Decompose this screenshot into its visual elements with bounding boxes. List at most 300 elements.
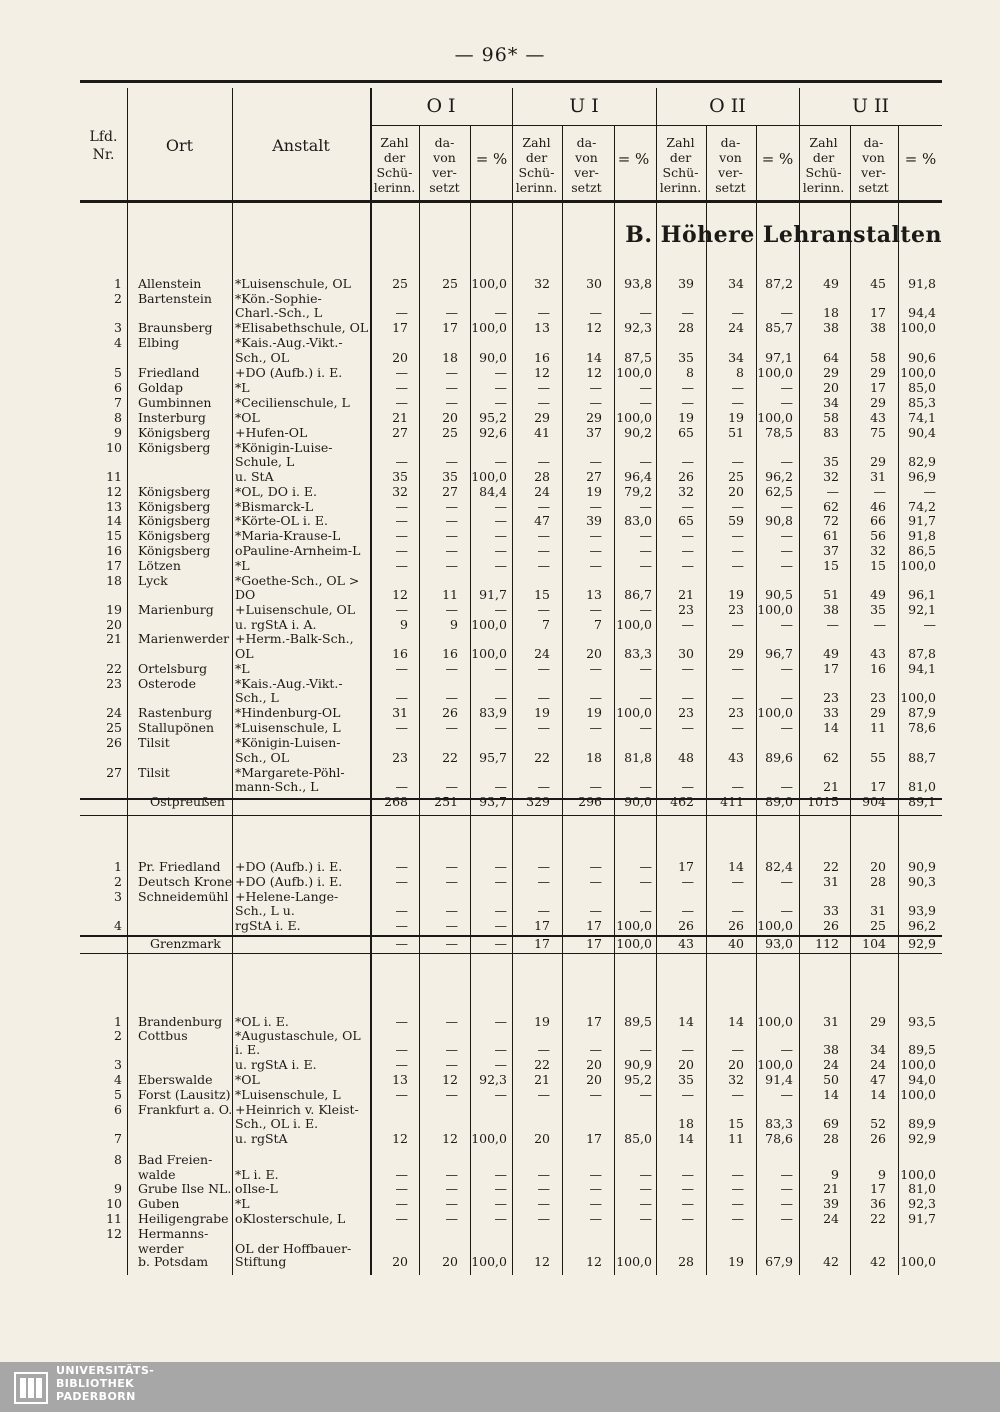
- value-cell: —: [537, 720, 550, 735]
- value-cell: 91,7: [908, 513, 936, 528]
- value-cell: 11: [728, 1131, 744, 1146]
- header-word: setzt: [715, 180, 746, 195]
- table-row: [80, 336, 942, 350]
- value-cell: 19: [678, 410, 694, 425]
- value-cell: —: [445, 903, 458, 918]
- value-cell: —: [395, 558, 408, 573]
- value-cell: 59: [728, 513, 744, 528]
- value-cell: 29: [534, 410, 550, 425]
- value-cell: 95,2: [624, 1072, 652, 1087]
- value-cell: —: [731, 543, 744, 558]
- value-cell: 100,0: [616, 936, 652, 951]
- value-cell: —: [681, 903, 694, 918]
- value-cell: —: [923, 617, 936, 632]
- value-cell: —: [445, 859, 458, 874]
- value-cell: —: [780, 903, 793, 918]
- value-cell: —: [445, 305, 458, 320]
- value-cell: —: [826, 617, 839, 632]
- header-word: der: [812, 150, 835, 165]
- value-cell: 51: [728, 425, 744, 440]
- value-cell: —: [589, 602, 602, 617]
- row-number: 25: [106, 720, 122, 735]
- value-cell: 22: [534, 1057, 550, 1072]
- value-cell: 31: [823, 874, 839, 889]
- header-word: da-: [434, 135, 455, 150]
- value-cell: —: [589, 558, 602, 573]
- value-cell: 92,3: [908, 1196, 936, 1211]
- value-cell: 35: [442, 469, 458, 484]
- value-cell: —: [780, 1167, 793, 1182]
- value-cell: 268: [384, 794, 408, 809]
- row-number: 10: [106, 440, 122, 455]
- value-cell: 17: [823, 661, 839, 676]
- value-cell: —: [445, 602, 458, 617]
- value-cell: 90,9: [908, 859, 936, 874]
- value-cell: —: [639, 1042, 652, 1057]
- table-row: [80, 632, 942, 646]
- value-cell: —: [395, 1167, 408, 1182]
- value-cell: —: [494, 602, 507, 617]
- value-cell: —: [780, 543, 793, 558]
- value-cell: 95,7: [479, 750, 507, 765]
- row-number: 9: [114, 1181, 122, 1196]
- value-cell: —: [395, 874, 408, 889]
- table-row: [80, 455, 942, 469]
- value-cell: —: [494, 1014, 507, 1029]
- row-anstalt: *Bismarck-L: [235, 499, 314, 514]
- value-cell: 81,8: [624, 750, 652, 765]
- value-cell: 14: [823, 1087, 839, 1102]
- value-cell: 12: [586, 365, 602, 380]
- value-cell: 38: [870, 320, 886, 335]
- value-cell: 11: [442, 587, 458, 602]
- value-cell: 92,6: [479, 425, 507, 440]
- row-anstalt: Sch., OL: [235, 750, 290, 765]
- value-cell: —: [445, 1211, 458, 1226]
- value-cell: 65: [678, 513, 694, 528]
- region-total-label: Grenzmark: [150, 936, 221, 951]
- value-cell: —: [445, 661, 458, 676]
- value-cell: 16: [392, 646, 408, 661]
- value-cell: —: [445, 874, 458, 889]
- value-cell: —: [445, 395, 458, 410]
- value-cell: —: [537, 528, 550, 543]
- value-cell: —: [494, 661, 507, 676]
- header-lfd-nr: [80, 128, 127, 164]
- table-top-rule: [80, 80, 942, 83]
- row-anstalt: Sch., OL i. E.: [235, 1116, 319, 1131]
- header-word: ver-: [432, 165, 457, 180]
- value-cell: 74,2: [908, 499, 936, 514]
- value-cell: 32: [392, 484, 408, 499]
- value-cell: —: [445, 918, 458, 933]
- value-cell: 90,2: [624, 425, 652, 440]
- value-cell: —: [494, 720, 507, 735]
- value-cell: 49: [870, 587, 886, 602]
- value-cell: 15: [870, 558, 886, 573]
- value-cell: 91,8: [908, 528, 936, 543]
- row-number: 24: [106, 705, 122, 720]
- value-cell: —: [780, 690, 793, 705]
- row-number: 27: [106, 765, 122, 780]
- value-cell: 21: [392, 410, 408, 425]
- value-cell: 49: [823, 276, 839, 291]
- header-word: von: [719, 150, 742, 165]
- value-cell: —: [445, 365, 458, 380]
- row-anstalt: *Hindenburg-OL: [235, 705, 341, 720]
- table-row: [80, 529, 942, 543]
- table-row: [80, 1015, 942, 1029]
- row-anstalt: *Kön.-Sophie-: [235, 291, 322, 306]
- table-row: [80, 1103, 942, 1117]
- group-header-uii: U II: [851, 95, 890, 117]
- value-cell: —: [494, 859, 507, 874]
- table-row: [80, 292, 942, 306]
- table-row: [80, 588, 942, 602]
- value-cell: —: [589, 528, 602, 543]
- value-cell: 17: [534, 936, 550, 951]
- row-ort: Forst (Lausitz): [138, 1087, 231, 1102]
- value-cell: 20: [442, 1254, 458, 1269]
- value-cell: —: [445, 1196, 458, 1211]
- value-cell: 16: [870, 661, 886, 676]
- value-cell: —: [639, 690, 652, 705]
- value-cell: —: [395, 1211, 408, 1226]
- value-cell: 89,5: [624, 1014, 652, 1029]
- value-cell: —: [395, 903, 408, 918]
- value-cell: 45: [870, 276, 886, 291]
- value-cell: 24: [823, 1057, 839, 1072]
- value-cell: —: [445, 528, 458, 543]
- row-anstalt: Schule, L: [235, 454, 295, 469]
- row-ort: Goldap: [138, 380, 183, 395]
- value-cell: 74,1: [908, 410, 936, 425]
- value-cell: 14: [586, 350, 602, 365]
- row-anstalt: Sch., OL: [235, 350, 290, 365]
- table-row: [80, 1043, 942, 1057]
- value-cell: —: [537, 380, 550, 395]
- table-row: [80, 766, 942, 780]
- value-cell: —: [780, 1211, 793, 1226]
- table-row: [80, 780, 942, 794]
- value-cell: 58: [870, 350, 886, 365]
- value-cell: 29: [870, 1014, 886, 1029]
- table-row: [80, 321, 942, 335]
- value-cell: 7: [542, 617, 550, 632]
- value-cell: 25: [728, 469, 744, 484]
- group-header-oii: O II: [709, 95, 746, 117]
- value-cell: 14: [728, 859, 744, 874]
- value-cell: 85,0: [908, 380, 936, 395]
- value-cell: —: [639, 499, 652, 514]
- library-name-line2: BIBLIOTHEK: [56, 1377, 135, 1390]
- section-title: B. Höhere Lehranstalten: [625, 222, 942, 248]
- header-pct-oii: = %: [761, 150, 794, 168]
- header-word: ver-: [574, 165, 599, 180]
- value-cell: 75: [870, 425, 886, 440]
- value-cell: —: [445, 936, 458, 951]
- table-row: [80, 1073, 942, 1087]
- value-cell: 12: [534, 1254, 550, 1269]
- value-cell: 34: [823, 395, 839, 410]
- row-anstalt: *Kais.-Aug.-Vikt.-: [235, 676, 343, 691]
- value-cell: 24: [823, 1211, 839, 1226]
- row-anstalt: Sch., L u.: [235, 903, 295, 918]
- value-cell: 112: [815, 936, 839, 951]
- row-anstalt: *L: [235, 380, 250, 395]
- value-cell: 37: [586, 425, 602, 440]
- value-cell: 9: [878, 1167, 886, 1182]
- value-cell: —: [639, 305, 652, 320]
- value-cell: 28: [678, 1254, 694, 1269]
- row-ort: Lötzen: [138, 558, 181, 573]
- value-cell: 23: [678, 602, 694, 617]
- value-cell: 27: [442, 484, 458, 499]
- value-cell: —: [537, 859, 550, 874]
- value-cell: 100,0: [471, 469, 507, 484]
- value-cell: —: [395, 602, 408, 617]
- value-cell: —: [731, 720, 744, 735]
- value-cell: 100,0: [616, 918, 652, 933]
- value-cell: —: [395, 859, 408, 874]
- value-cell: 100,0: [900, 690, 936, 705]
- row-anstalt: *OL: [235, 410, 260, 425]
- value-cell: —: [639, 903, 652, 918]
- value-cell: —: [589, 1167, 602, 1182]
- value-cell: —: [639, 1196, 652, 1211]
- row-ort: Marienwerder: [138, 631, 230, 646]
- header-word: Schü-: [805, 165, 842, 180]
- value-cell: —: [537, 1181, 550, 1196]
- value-cell: —: [681, 779, 694, 794]
- header-word: lerinn.: [659, 180, 702, 195]
- table-row: [80, 603, 942, 617]
- row-anstalt: *Margarete-Pöhl-: [235, 765, 345, 780]
- value-cell: —: [639, 720, 652, 735]
- value-cell: 55: [870, 750, 886, 765]
- value-cell: —: [494, 395, 507, 410]
- value-cell: —: [731, 690, 744, 705]
- value-cell: —: [639, 454, 652, 469]
- value-cell: 29: [870, 395, 886, 410]
- library-name-line1: UNIVERSITÄTS-: [56, 1364, 155, 1377]
- value-cell: 100,0: [900, 1254, 936, 1269]
- value-cell: 89,9: [908, 1116, 936, 1131]
- row-anstalt: *OL, DO i. E.: [235, 484, 318, 499]
- row-number: 10: [106, 1196, 122, 1211]
- value-cell: 104: [862, 936, 886, 951]
- value-cell: —: [589, 720, 602, 735]
- table-row: [80, 1132, 942, 1146]
- row-anstalt: *Augustaschule, OL: [235, 1028, 361, 1043]
- row-number: 8: [114, 410, 122, 425]
- value-cell: 25: [442, 276, 458, 291]
- value-cell: —: [589, 690, 602, 705]
- table-row: [80, 618, 942, 632]
- value-cell: 8: [686, 365, 694, 380]
- row-number: 13: [106, 499, 122, 514]
- value-cell: —: [639, 1167, 652, 1182]
- row-ort: Guben: [138, 1196, 180, 1211]
- value-cell: 83,9: [479, 705, 507, 720]
- header-anstalt: Anstalt: [272, 136, 330, 155]
- value-cell: 89,5: [908, 1042, 936, 1057]
- value-cell: 31: [823, 1014, 839, 1029]
- value-cell: —: [731, 1211, 744, 1226]
- value-cell: 12: [392, 1131, 408, 1146]
- value-cell: —: [589, 779, 602, 794]
- value-cell: 92,9: [908, 1131, 936, 1146]
- value-cell: 100,0: [757, 705, 793, 720]
- value-cell: 100,0: [900, 558, 936, 573]
- value-cell: 39: [823, 1196, 839, 1211]
- table-row: [80, 890, 942, 904]
- row-anstalt: i. E.: [235, 1042, 261, 1057]
- value-cell: —: [681, 1196, 694, 1211]
- row-ort: Heiligengrabe: [138, 1211, 229, 1226]
- value-cell: 87,9: [908, 705, 936, 720]
- row-ort: Königsberg: [138, 484, 211, 499]
- row-anstalt: *Maria-Krause-L: [235, 528, 341, 543]
- value-cell: 78,6: [908, 720, 936, 735]
- summary-row: [80, 937, 942, 951]
- value-cell: 13: [392, 1072, 408, 1087]
- value-cell: —: [537, 1087, 550, 1102]
- value-cell: 19: [728, 1254, 744, 1269]
- row-anstalt: *Luisenschule, L: [235, 1087, 341, 1102]
- value-cell: 26: [442, 705, 458, 720]
- value-cell: 96,7: [765, 646, 793, 661]
- value-cell: 84,4: [479, 484, 507, 499]
- row-anstalt: *Cecilienschule, L: [235, 395, 350, 410]
- row-anstalt: DO: [235, 587, 256, 602]
- row-number: 3: [114, 1057, 122, 1072]
- value-cell: —: [681, 395, 694, 410]
- value-cell: 90,4: [908, 425, 936, 440]
- value-cell: 56: [870, 528, 886, 543]
- value-cell: 72: [823, 513, 839, 528]
- value-cell: 21: [823, 779, 839, 794]
- value-cell: 8: [736, 365, 744, 380]
- value-cell: —: [639, 1087, 652, 1102]
- row-anstalt: Sch., L: [235, 690, 279, 705]
- value-cell: 27: [392, 425, 408, 440]
- value-cell: 86,5: [908, 543, 936, 558]
- value-cell: 35: [678, 1072, 694, 1087]
- table-row: [80, 1197, 942, 1211]
- table-row: [80, 875, 942, 889]
- header-word: ver-: [718, 165, 743, 180]
- value-cell: 26: [678, 918, 694, 933]
- header-nr: Nr.: [92, 147, 115, 163]
- value-cell: —: [731, 499, 744, 514]
- value-cell: —: [537, 779, 550, 794]
- row-anstalt: OL der Hoffbauer-: [235, 1241, 352, 1256]
- header-pct-uii: = %: [904, 150, 937, 168]
- row-ort: Stallupönen: [138, 720, 215, 735]
- value-cell: 90,5: [765, 587, 793, 602]
- value-cell: 17: [534, 918, 550, 933]
- row-number: 12: [106, 1226, 122, 1241]
- value-cell: 27: [586, 469, 602, 484]
- value-cell: 411: [720, 794, 744, 809]
- value-cell: 82,9: [908, 454, 936, 469]
- table-row: [80, 426, 942, 440]
- value-cell: 14: [823, 720, 839, 735]
- value-cell: —: [445, 1181, 458, 1196]
- value-cell: —: [445, 499, 458, 514]
- value-cell: —: [537, 1167, 550, 1182]
- row-number: 5: [114, 1087, 122, 1102]
- value-cell: 43: [870, 410, 886, 425]
- value-cell: 25: [870, 918, 886, 933]
- value-cell: —: [780, 454, 793, 469]
- row-number: 22: [106, 661, 122, 676]
- row-anstalt: *Kais.-Aug.-Vikt.-: [235, 335, 343, 350]
- value-cell: 9: [831, 1167, 839, 1182]
- value-cell: —: [873, 484, 886, 499]
- header-word: Schü-: [518, 165, 555, 180]
- row-ort: Grube Ilse NL.: [138, 1181, 232, 1196]
- value-cell: 93,0: [765, 936, 793, 951]
- value-cell: 36: [870, 1196, 886, 1211]
- value-cell: 94,4: [908, 305, 936, 320]
- table-row: [80, 277, 942, 291]
- value-cell: 90,0: [624, 794, 652, 809]
- row-anstalt: *L: [235, 558, 250, 573]
- value-cell: —: [639, 543, 652, 558]
- row-ort: werder: [138, 1241, 184, 1256]
- value-cell: —: [589, 1211, 602, 1226]
- value-cell: 20: [534, 1131, 550, 1146]
- row-ort: Pr. Friedland: [138, 859, 221, 874]
- row-number: 2: [114, 1028, 122, 1043]
- table-row: [80, 544, 942, 558]
- row-anstalt: +DO (Aufb.) i. E.: [235, 859, 343, 874]
- value-cell: —: [494, 1057, 507, 1072]
- table-row: [80, 1255, 942, 1269]
- value-cell: 38: [823, 320, 839, 335]
- value-cell: —: [494, 1042, 507, 1057]
- row-anstalt: u. rgStA i. A.: [235, 617, 317, 632]
- table-row: [80, 381, 942, 395]
- value-cell: 100,0: [757, 1057, 793, 1072]
- header-word: da-: [576, 135, 597, 150]
- value-cell: 85,7: [765, 320, 793, 335]
- value-cell: 12: [392, 587, 408, 602]
- value-cell: 23: [678, 705, 694, 720]
- table-row: [80, 1117, 942, 1131]
- value-cell: —: [780, 305, 793, 320]
- ostpreussen-bottom-rule: [80, 815, 942, 816]
- value-cell: 91,8: [908, 276, 936, 291]
- value-cell: —: [537, 661, 550, 676]
- value-cell: —: [537, 1042, 550, 1057]
- table-row: [80, 1182, 942, 1196]
- row-ort: Friedland: [138, 365, 200, 380]
- table-row: [80, 1212, 942, 1226]
- value-cell: 19: [728, 410, 744, 425]
- table-row: [80, 662, 942, 676]
- value-cell: —: [731, 1087, 744, 1102]
- value-cell: 62: [823, 499, 839, 514]
- value-cell: —: [923, 484, 936, 499]
- value-cell: —: [445, 779, 458, 794]
- value-cell: —: [494, 454, 507, 469]
- value-cell: 88,7: [908, 750, 936, 765]
- value-cell: 18: [586, 750, 602, 765]
- row-anstalt: +DO (Aufb.) i. E.: [235, 365, 343, 380]
